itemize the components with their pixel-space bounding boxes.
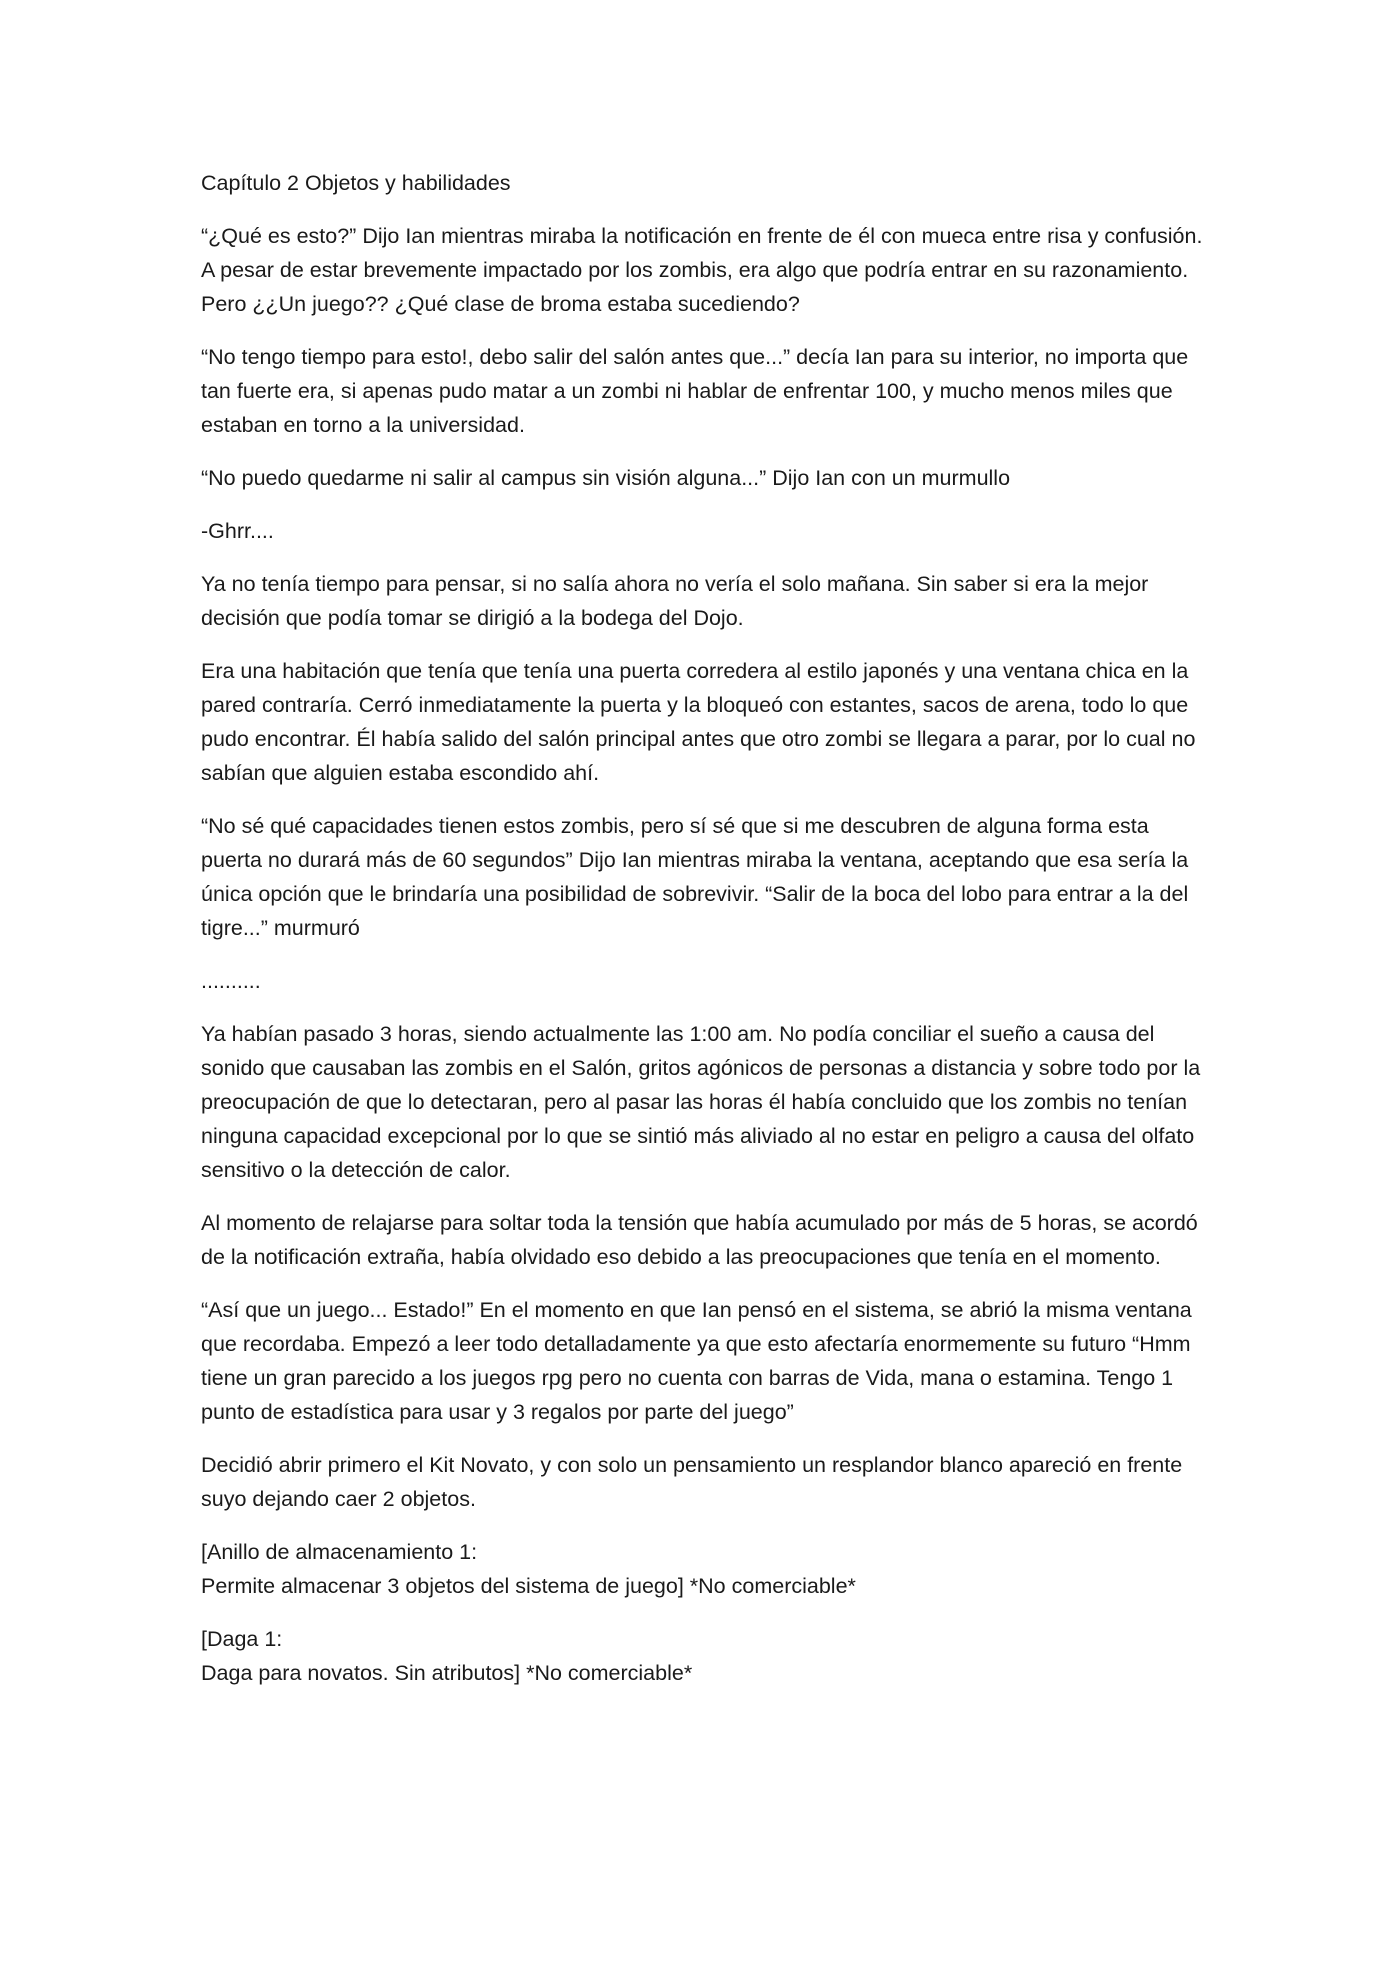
paragraph: “¿Qué es esto?” Dijo Ian mientras miraba la notificación en frente de él con mueca entre risa y confusión. A pesar de estar brevemente impactado por los zombis, era algo que podría entrar en su razonamiento. Pero ¿¿Un juego?? ¿Qué clase de broma estaba sucediendo?	[201, 224, 1203, 316]
paragraph: “No puedo quedarme ni salir al campus sin visión alguna...” Dijo Ian con un murmullo	[201, 466, 1011, 490]
paragraph: -Ghrr....	[201, 519, 274, 543]
paragraph: “No sé qué capacidades tienen estos zombis, pero sí sé que si me descubren de alguna forma esta puerta no durará más de 60 segundos” Dijo Ian mientras miraba la ventana, aceptando que esa sería la única opción que le brindaría una posibilidad de sobrevivir. “Salir de la boca del lobo para entrar a la del tigre...” murmuró	[201, 814, 1189, 940]
paragraph: Al momento de relajarse para soltar toda la tensión que había acumulado por más de 5 horas, se acordó de la notificación extraña, había olvidado eso debido a las preocupaciones que tenía en el momento.	[201, 1211, 1198, 1269]
item-description: [Anillo de almacenamiento 1: Permite almacenar 3 objetos del sistema de juego] *No comerciable*	[201, 1540, 856, 1598]
paragraph: Era una habitación que tenía que tenía una puerta corredera al estilo japonés y una ventana chica en la pared contraría. Cerró inmediatamente la puerta y la bloqueó con estantes, sacos de arena, todo lo que pudo encontrar. Él había salido del salón principal antes que otro zombi se llegara a parar, por lo cual no sabían que alguien estaba escondido ahí.	[201, 659, 1196, 785]
paragraph: Ya habían pasado 3 horas, siendo actualmente las 1:00 am. No podía conciliar el sueño a causa del sonido que causaban las zombis en el Salón, gritos agónicos de personas a distancia y sobre todo por la preocupación de que lo detectaran, pero al pasar las horas él había concluido que los zombis no tenían ninguna capacidad excepcional por lo que se sintió más aliviado al no estar en peligro a causa del olfato sensitivo o la detección de calor.	[201, 1022, 1201, 1182]
paragraph: Ya no tenía tiempo para pensar, si no salía ahora no vería el solo mañana. Sin saber si era la mejor decisión que podía tomar se dirigió a la bodega del Dojo.	[201, 572, 1149, 630]
paragraph: “Así que un juego... Estado!” En el momento en que Ian pensó en el sistema, se abrió la misma ventana que recordaba. Empezó a leer todo detalladamente ya que esto afectaría enormemente su futuro “Hmm tiene un gran parecido a los juegos rpg pero no cuenta con barras de Vida, mana o estamina. Tengo 1 punto de estadística para usar y 3 regalos por parte del juego”	[201, 1298, 1192, 1424]
document-body	[201, 166, 1206, 1709]
item-description: [Daga 1: Daga para novatos. Sin atributos] *No comerciable*	[201, 1627, 693, 1685]
paragraph: Decidió abrir primero el Kit Novato, y con solo un pensamiento un resplandor blanco apareció en frente suyo dejando caer 2 objetos.	[201, 1453, 1183, 1511]
chapter-title: Capítulo 2 Objetos y habilidades	[201, 171, 511, 195]
scene-break: ..........	[201, 969, 261, 993]
paragraph: “No tengo tiempo para esto!, debo salir del salón antes que...” decía Ian para su interior, no importa que tan fuerte era, si apenas pudo matar a un zombi ni hablar de enfrentar 100, y mucho menos miles que estaban en torno a la universidad.	[201, 345, 1189, 437]
